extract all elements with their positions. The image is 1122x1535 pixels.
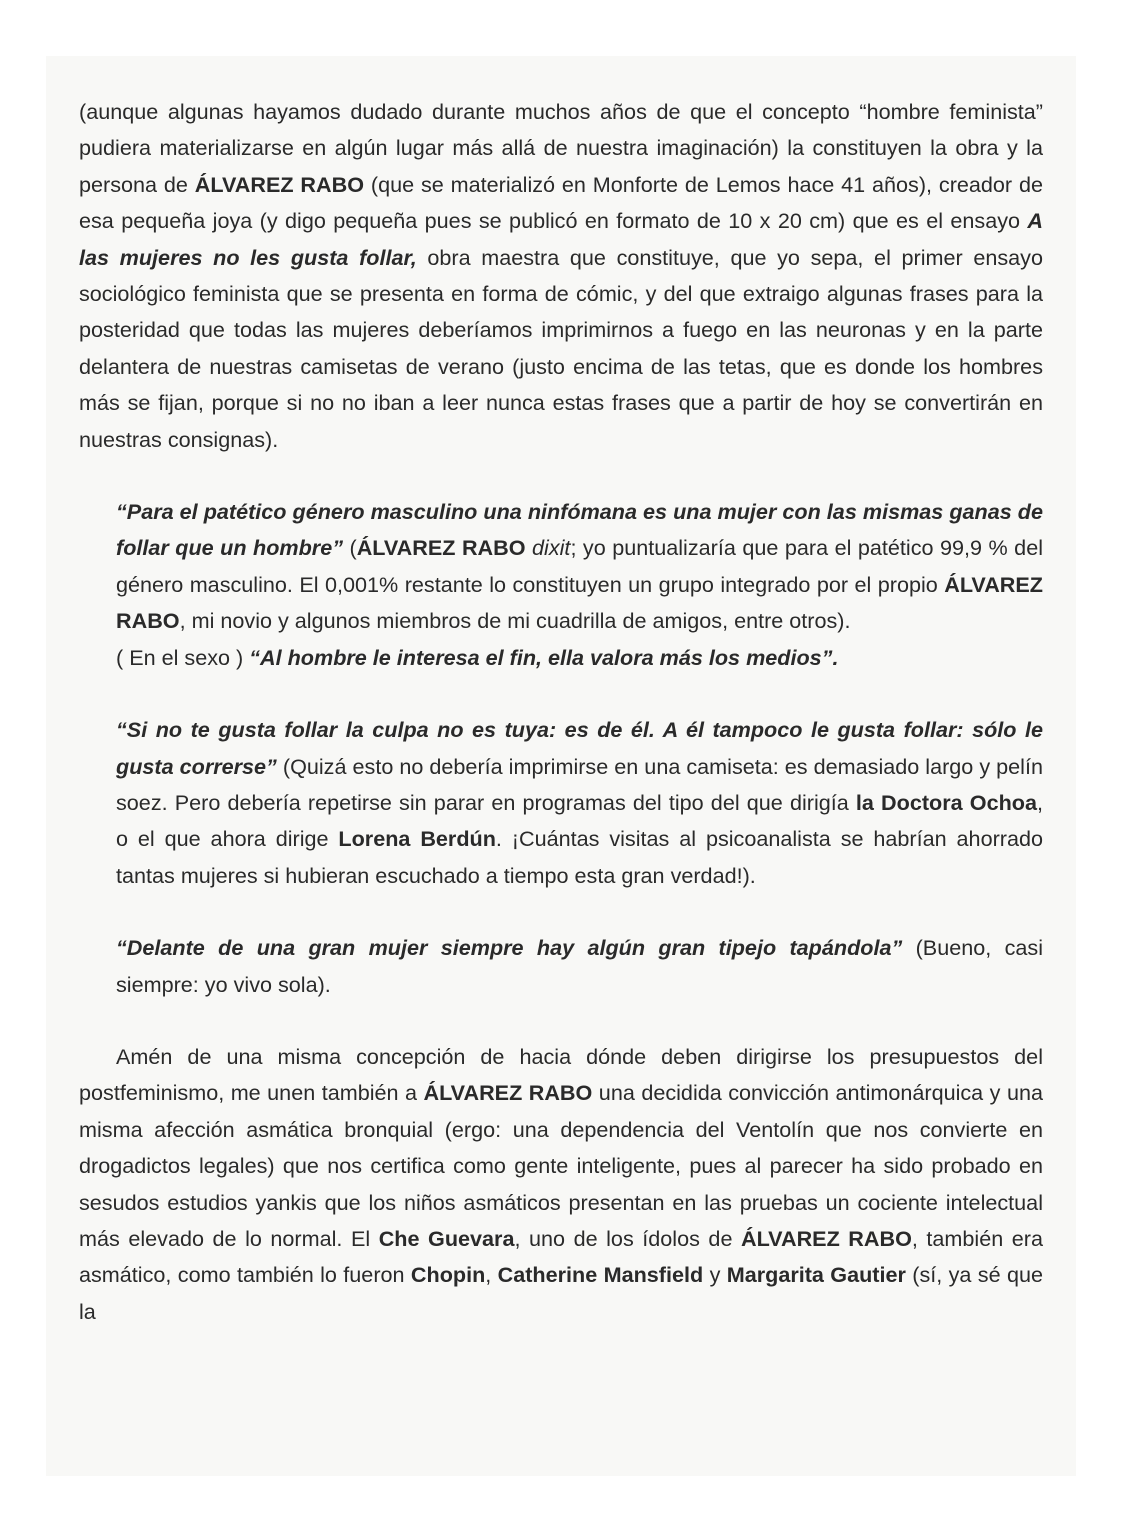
text-run: (Quizá esto no debería imprimirse en una camiseta: es demasiado largo y pelín soez. Pero debería repetirse sin parar en programas del tipo del que dirigía: [116, 753, 1043, 815]
text-run: y: [703, 1262, 727, 1288]
author-name: ÁLVAREZ RABO: [741, 1225, 912, 1251]
text-run: ( En el sexo ): [116, 644, 250, 670]
quote-block-4: [116, 930, 1043, 1003]
person-name: Margarita Gautier: [726, 1262, 906, 1288]
page-text: [79, 94, 1043, 1330]
text-run: (que se materializó en Monforte de Lemos hace 41 años), creador de esa pequeña joya (y digo pequeña pues se publicó en formato de 10 x 20 cm) que es el ensayo: [79, 171, 1043, 234]
text-run: , uno de los ídolos de: [514, 1225, 741, 1251]
author-name: ÁLVAREZ RABO: [423, 1080, 593, 1106]
text-run: , mi novio y algunos miembros de mi cuadrilla de amigos, entre otros).: [179, 608, 851, 634]
text-run: , también era asmático, como también lo fueron: [79, 1225, 1043, 1288]
quote-text: “Para el patético género masculino una ninfómana es una mujer con las mismas ganas de follar que un hombre”: [116, 499, 1043, 561]
person-name: Che Guevara: [378, 1225, 515, 1251]
spacer: [79, 676, 1043, 712]
quote-text: “Delante de una gran mujer siempre hay algún gran tipejo tapándola”: [116, 935, 903, 961]
text-run: obra maestra que constituye, que yo sepa, el primer ensayo sociológico feminista que se presenta en forma de cómic, y del que extraigo algunas frases para la posteridad que todas las mujeres deberíamos imprimirnos a fuego en las neuronas y en la parte delantera de nuestras camisetas de verano (justo encima de las tetas, que es donde los hombres más se fijan, porque si no no iban a leer nunca estas frases que a partir de hoy se convertirán en nuestras consignas).: [79, 244, 1043, 452]
text-run: . ¡Cuántas visitas al psicoanalista se habrían ahorrado tantas mujeres si hubieran escuchado a tiempo esta gran verdad!).: [116, 826, 1043, 888]
text-run: ; yo puntualizaría que para el patético 99,9 % del género masculino. El 0,001% restante lo constituyen un grupo integrado por el propio: [116, 535, 1044, 597]
quote-block-3: [116, 712, 1043, 894]
spacer: [79, 458, 1043, 494]
text-run: (aunque algunas hayamos dudado durante muchos años de que el concepto “hombre feminista” pudiera materializarse en algún lugar más allá de nuestra imaginación) la constituyen la obra y la persona de: [79, 99, 1043, 197]
book-title: A las mujeres no les gusta follar,: [79, 208, 1043, 270]
author-name: ÁLVAREZ RABO: [194, 171, 365, 197]
spacer: [79, 1003, 1043, 1039]
latin-word: dixit: [525, 535, 571, 561]
text-run: , o el que ahora dirige: [116, 789, 1043, 852]
person-name: Lorena Berdún: [338, 826, 496, 852]
person-name: Chopin: [410, 1262, 486, 1288]
spacer: [79, 894, 1043, 930]
text-run: (sí, ya sé que la: [79, 1262, 1043, 1324]
person-name: la Doctora Ochoa: [855, 789, 1037, 815]
person-name: Catherine Mansfield: [497, 1262, 704, 1288]
quote-block-2: [116, 640, 1043, 676]
paragraph-intro: [79, 94, 1043, 458]
quote-text: “Si no te gusta follar la culpa no es tuya: es de él. A él tampoco le gusta follar: sólo le gusta correrse”: [116, 717, 1043, 779]
text-run: una decidida convicción antimonárquica y una misma afección asmática bronquial (ergo: una dependencia del Ventolín que nos convierte en drogadictos legales) que nos certifica como gente inteligente, pues al parecer ha sido probado en sesudos estudios yankis que los niños asmáticos presentan en las pruebas un cociente intelectual más elevado de lo normal. El: [79, 1080, 1043, 1251]
text-run: ,: [485, 1262, 498, 1288]
text-run: (: [343, 535, 357, 561]
paragraph-closing: [79, 1039, 1043, 1330]
text-run: (Bueno, casi siempre: yo vivo sola).: [116, 935, 1043, 997]
author-name: ÁLVAREZ RABO: [116, 571, 1043, 634]
text-run: Amén de una misma concepción de hacia dónde deben dirigirse los presupuestos del postfeminismo, me unen también a: [79, 1043, 1043, 1106]
quote-text: “Al hombre le interesa el fin, ella valora más los medios”.: [249, 644, 839, 670]
quote-block-1: [116, 494, 1043, 640]
author-name: ÁLVAREZ RABO: [356, 535, 526, 561]
